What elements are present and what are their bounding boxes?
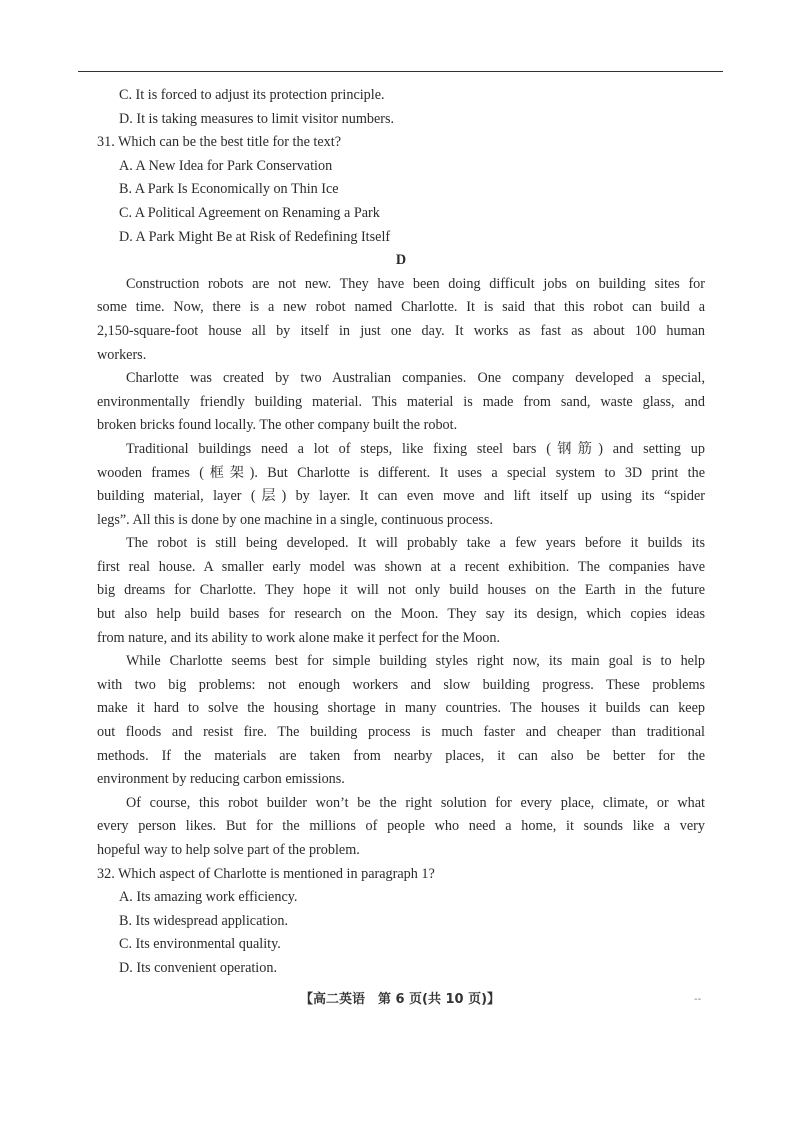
passage-paragraph-1	[97, 273, 705, 367]
paragraph-line: big dreams for Charlotte. They hope it will not only build houses on the Earth in the future	[97, 582, 705, 599]
q31-stem: 31. Which can be the best title for the text?	[97, 134, 341, 151]
paragraph-line: environment by reducing carbon emissions.	[97, 771, 345, 788]
paragraph-line: hopeful way to help solve part of the problem.	[97, 842, 360, 858]
section-title: D	[395, 252, 407, 269]
q31-option-c: C. A Political Agreement on Renaming a Park	[119, 204, 380, 221]
passage-paragraph-4	[97, 532, 705, 650]
paragraph-line: While Charlotte seems best for simple building styles right now, its main goal is to help	[126, 653, 705, 670]
paragraph-line: The robot is still being developed. It will probably take a few years before it builds its	[126, 535, 705, 552]
paragraph-line: from nature, and its ability to work alone make it perfect for the Moon.	[97, 629, 501, 646]
corner-mark: --	[694, 994, 702, 1005]
paragraph-line: out floods and resist fire. The building process is much faster and cheaper than traditional	[97, 724, 705, 741]
passage-paragraph-6	[97, 792, 705, 863]
paragraph-line: broken bricks found locally. The other company built the robot.	[97, 417, 458, 434]
paragraph-line: make it hard to solve the housing shortage in many countries. The houses it builds can keep	[97, 700, 705, 717]
paragraph-line: legs”. All this is done by one machine in a single, continuous process.	[97, 511, 494, 528]
paragraph-line: Construction robots are not new. They have been doing difficult jobs on building sites for	[126, 275, 705, 292]
paragraph-line: Traditional buildings need a lot of steps, like fixing steel bars (钢筋) and setting up	[126, 440, 705, 457]
passage-paragraph-5	[97, 650, 705, 792]
q32-option-a: A. Its amazing work efficiency.	[119, 889, 298, 906]
passage-paragraph-3	[97, 438, 705, 532]
passage-paragraph-2	[97, 367, 705, 438]
q31-option-d: D. A Park Might Be at Risk of Redefining Itself	[119, 228, 391, 245]
paragraph-line: but also help build bases for research on the Moon. They say its design, which copies ideas	[97, 606, 705, 623]
paragraph-line: every person likes. But for the millions of people who need a home, it sounds like a very	[97, 818, 705, 835]
q32-stem: 32. Which aspect of Charlotte is mentioned in paragraph 1?	[97, 865, 435, 882]
paragraph-line: 2,150-square-foot house all by itself in just one day. It works as fast as about 100 human	[97, 322, 705, 339]
paragraph-line: first real house. A smaller early model was shown at a recent exhibition. The companies have	[97, 558, 705, 575]
page-content	[97, 84, 705, 981]
page-footer: 【高二英语 第 6 页(共 10 页)】	[299, 992, 501, 1007]
paragraph-line: methods. If the materials are taken from nearby places, it can also be better for the	[97, 747, 705, 764]
paragraph-line: wooden frames (框架). But Charlotte is different. It uses a special system to 3D print the	[97, 464, 705, 481]
paragraph-line: workers.	[97, 346, 147, 363]
q32-option-d: D. Its convenient operation.	[119, 959, 277, 976]
q30-option-c: C. It is forced to adjust its protection principle.	[119, 87, 385, 103]
q32-option-b: B. Its widespread application.	[119, 912, 289, 929]
q32-option-c: C. Its environmental quality.	[119, 936, 281, 953]
paragraph-line: some time. Now, there is a new robot named Charlotte. It is said that this robot can build a	[97, 299, 705, 316]
paragraph-line: building material, layer (层) by layer. It can even move and lift itself up using its “spider	[97, 488, 705, 505]
top-divider	[78, 71, 723, 72]
paragraph-line: environmentally friendly building material. This material is made from sand, waste glass, and	[97, 393, 705, 410]
paragraph-line: with two big problems: not enough workers and slow building progress. These problems	[97, 676, 705, 693]
q31-option-b: B. A Park Is Economically on Thin Ice	[119, 181, 339, 198]
q30-option-d: D. It is taking measures to limit visitor numbers.	[119, 110, 395, 127]
paragraph-line: Of course, this robot builder won’t be the right solution for every place, climate, or what	[126, 794, 705, 811]
paragraph-line: Charlotte was created by two Australian companies. One company developed a special,	[126, 370, 705, 387]
q31-option-a: A. A New Idea for Park Conservation	[119, 157, 333, 174]
